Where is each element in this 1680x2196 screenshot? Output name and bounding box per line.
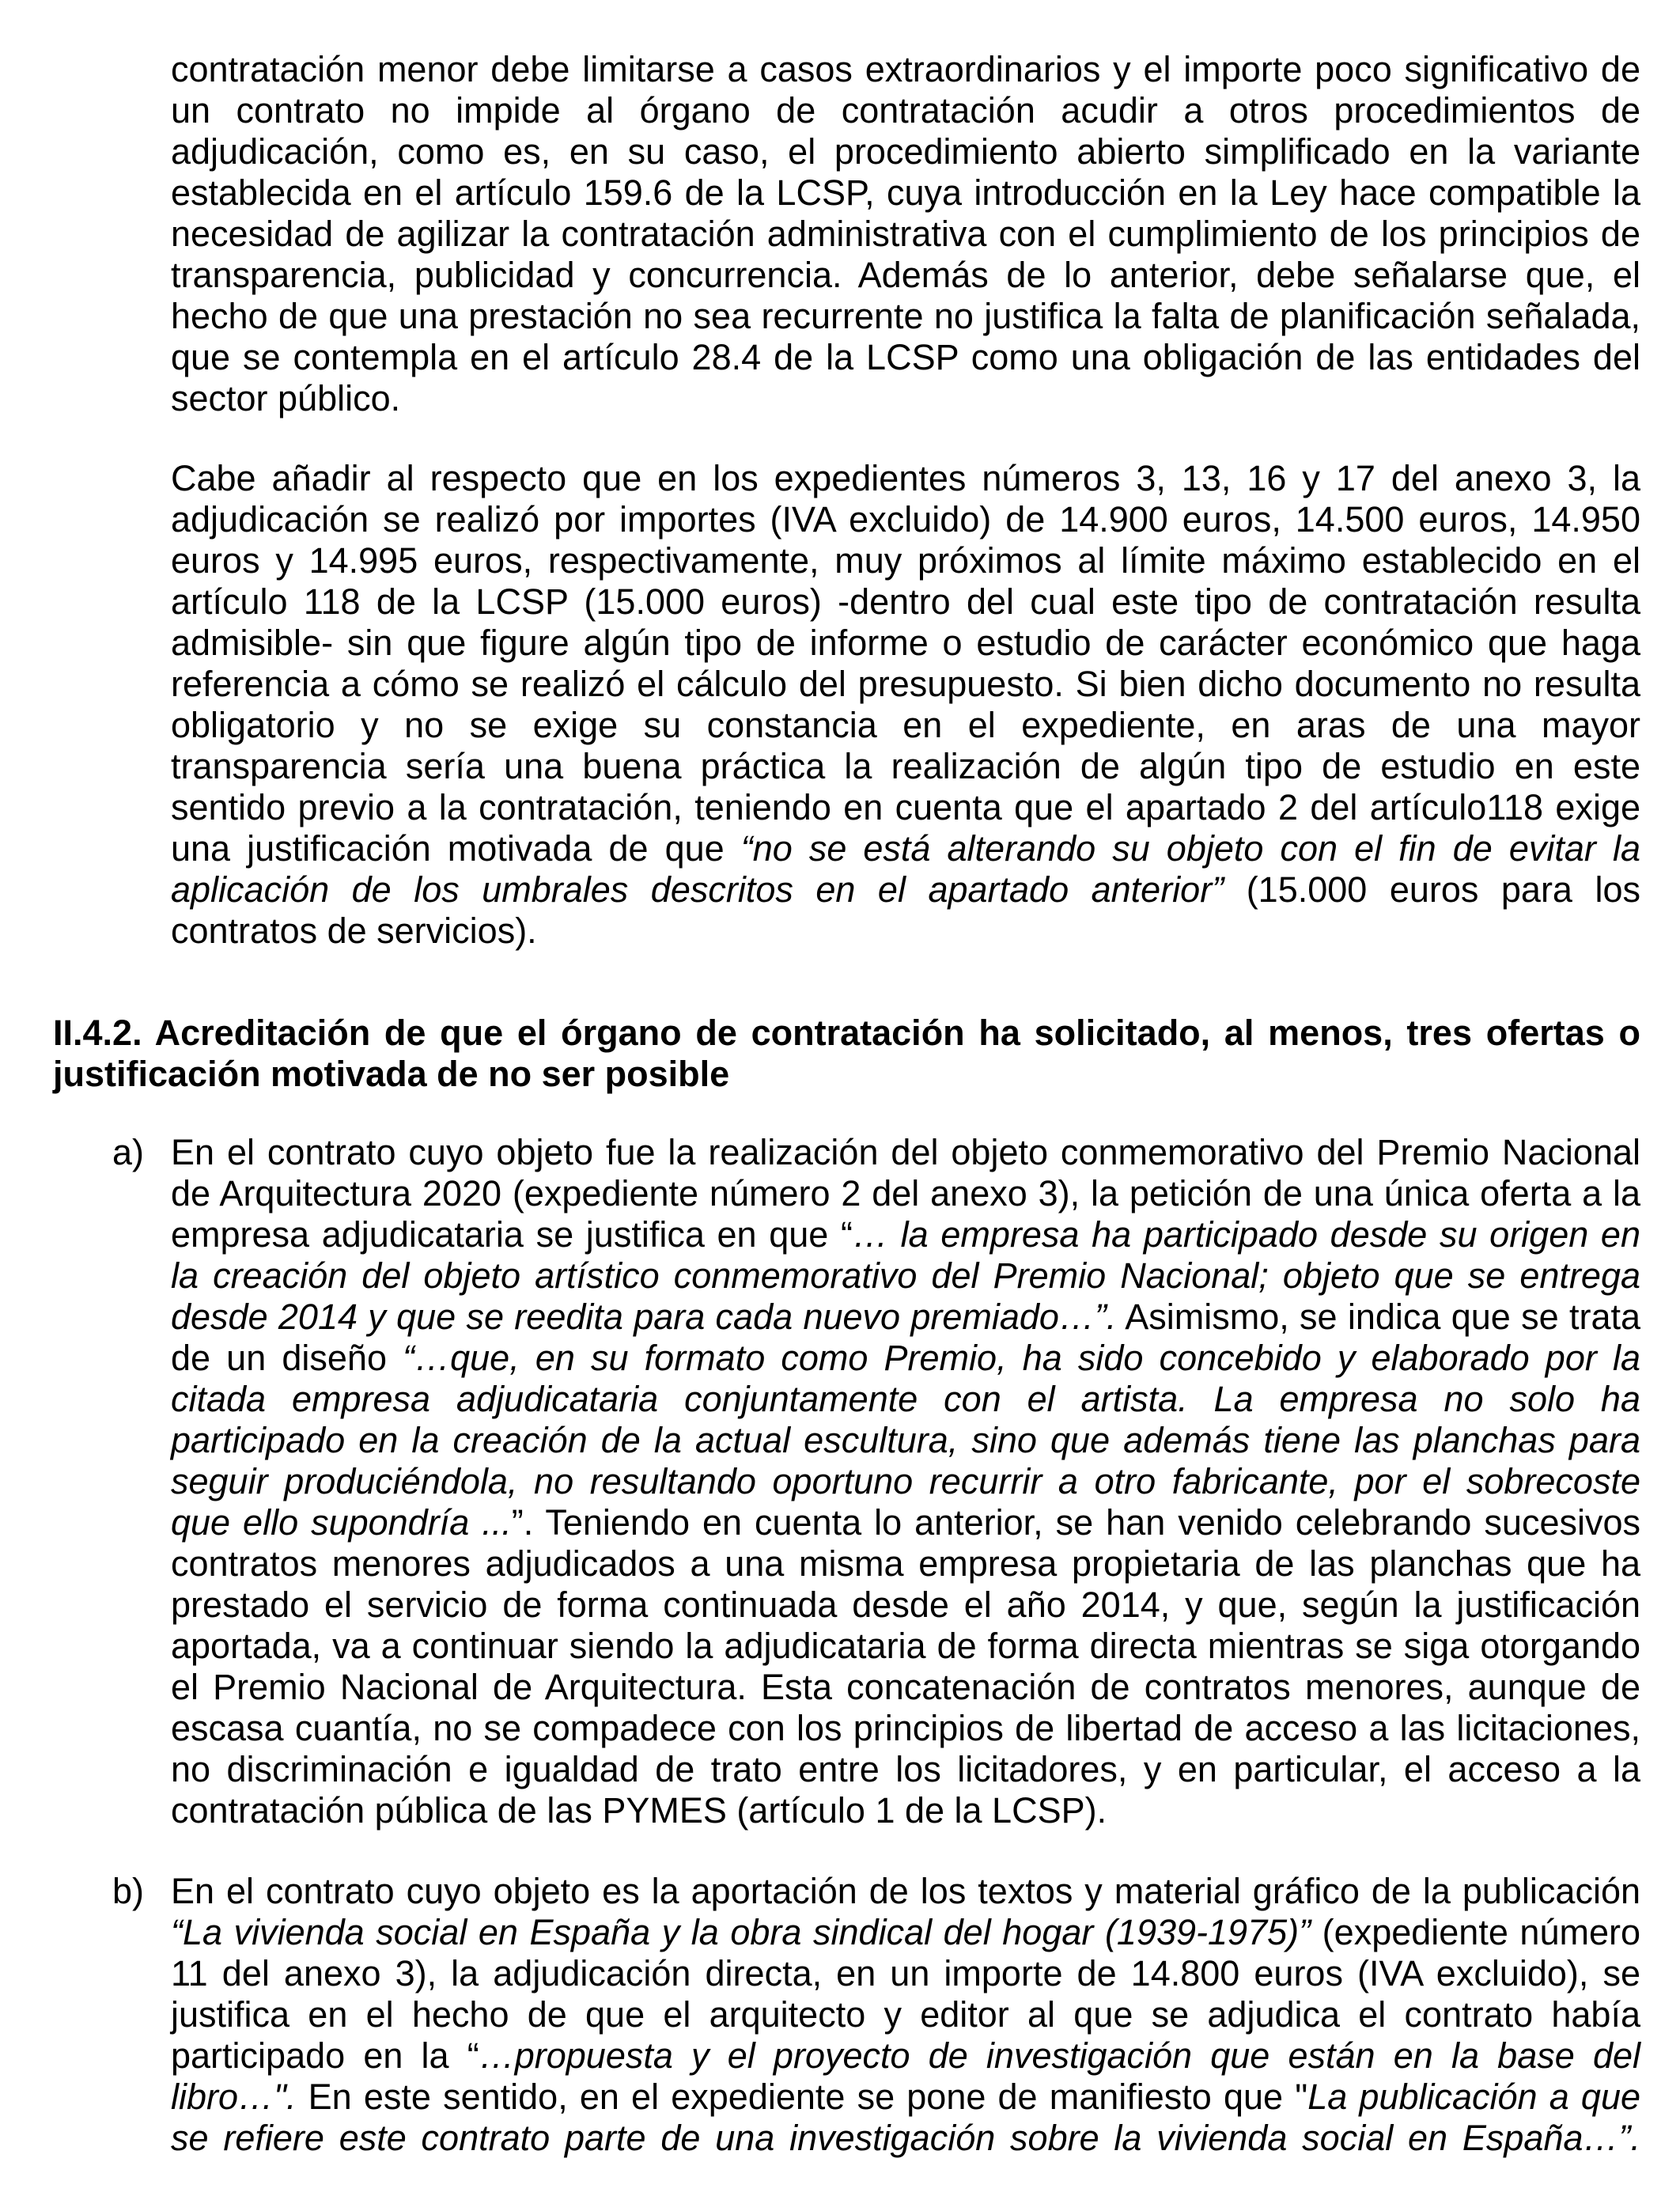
text-run: ”. Teniendo en cuenta lo anterior, se han venido celebrando sucesivos xyxy=(511,1502,1640,1543)
text-line: obligatorio y no se exige su constancia en el expediente, en aras de una mayor xyxy=(171,705,1640,745)
text-line: En el contrato cuyo objeto es la aportación de los textos y material gráfico de la publicación xyxy=(171,1871,1640,1911)
text-run: Asimismo, se indica que se trata xyxy=(1116,1297,1641,1337)
text-line: un contrato no impide al órgano de contratación acudir a otros procedimientos de xyxy=(171,90,1640,131)
italic-quote-run: desde 2014 y que se reedita para cada nuevo premiado…”. xyxy=(171,1297,1117,1337)
italic-quote-run: la creación del objeto artístico conmemorativo del Premio Nacional; objeto que se entrega xyxy=(171,1255,1640,1296)
text-line: II.4.2. Acreditación de que el órgano de contratación ha solicitado, al menos, tres ofertas o xyxy=(53,1013,1640,1053)
text-line: Cabe añadir al respecto que en los expedientes números 3, 13, 16 y 17 del anexo 3, la xyxy=(171,458,1640,498)
italic-quote-run: aplicación de los umbrales descritos en el apartado anterior” xyxy=(171,869,1224,910)
section-heading xyxy=(53,1013,1640,1095)
text-line: contratos menores adjudicados a una misma empresa propietaria de las planchas que ha xyxy=(171,1543,1640,1584)
text-line: aportada, va a continuar siendo la adjudicataria de forma directa mientras se siga otorgando xyxy=(171,1626,1640,1666)
text-line: no discriminación e igualdad de trato entre los licitadores, y en particular, el acceso a la xyxy=(171,1749,1640,1789)
text-line xyxy=(171,2077,1640,2118)
text-line: justificación motivada de no ser posible xyxy=(53,1054,730,1094)
text-line: establecida en el artículo 159.6 de la LCSP, cuya introducción en la Ley hace compatible la xyxy=(171,172,1640,213)
italic-quote-run: “…que, en su formato como Premio, ha sido concebido y elaborado por la xyxy=(403,1338,1640,1378)
text-run: (15.000 euros para los xyxy=(1224,869,1640,910)
italic-quote-run: citada empresa adjudicataria conjuntamente con el artista. La empresa no solo ha xyxy=(171,1379,1640,1419)
text-run: participado en la “ xyxy=(171,2035,479,2076)
list-label-b: b) xyxy=(112,1871,145,1911)
text-line xyxy=(171,869,1640,911)
text-line: prestado el servicio de forma continuada desde el año 2014, y que, según la justificación xyxy=(171,1585,1640,1625)
text-line xyxy=(171,1297,1640,1338)
text-line xyxy=(171,1502,1640,1543)
text-line xyxy=(171,1255,1640,1297)
text-line: contratación pública de las PYMES (artículo 1 de la LCSP). xyxy=(171,1790,1107,1831)
text-line xyxy=(171,1338,1640,1379)
text-run: de un diseño xyxy=(171,1338,403,1378)
text-line xyxy=(171,828,1640,869)
italic-quote-run: participado en la creación de la actual escultura, sino que además tiene las planchas para xyxy=(171,1420,1640,1460)
text-line xyxy=(171,1379,1640,1420)
text-line: hecho de que una prestación no sea recurrente no justifica la falta de planificación señalada, xyxy=(171,296,1640,336)
text-line: de Arquitectura 2020 (expediente número 2 del anexo 3), la petición de una única oferta a la xyxy=(171,1173,1640,1213)
text-line: euros y 14.995 euros, respectivamente, muy próximos al límite máximo establecido en el xyxy=(171,540,1640,581)
list-item-a xyxy=(171,1132,1640,1831)
italic-quote-run: …propuesta y el proyecto de investigación que están en la base del xyxy=(479,2035,1640,2076)
list-item-b xyxy=(171,1871,1640,2159)
text-line xyxy=(171,1420,1640,1461)
italic-quote-run: “no se está alterando su objeto con el fin de evitar la xyxy=(740,828,1640,869)
text-line xyxy=(171,2118,1640,2159)
text-line: escasa cuantía, no se compadece con los principios de libertad de acceso a las licitaciones, xyxy=(171,1708,1640,1748)
text-line: adjudicación se realizó por importes (IVA excluido) de 14.900 euros, 14.500 euros, 14.950 xyxy=(171,499,1640,540)
text-line: justifica en el hecho de que el arquitecto y editor al que se adjudica el contrato había xyxy=(171,1994,1640,2035)
italic-quote-run: “La vivienda social en España y la obra sindical del hogar (1939-1975)” xyxy=(171,1912,1311,1952)
text-line xyxy=(171,1214,1640,1255)
text-line: En el contrato cuyo objeto fue la realización del objeto conmemorativo del Premio Nacional xyxy=(171,1132,1640,1172)
text-line: artículo 118 de la LCSP (15.000 euros) -dentro del cual este tipo de contratación resulta xyxy=(171,581,1640,622)
text-line: que se contempla en el artículo 28.4 de la LCSP como una obligación de las entidades del xyxy=(171,337,1640,377)
text-line: necesidad de agilizar la contratación administrativa con el cumplimiento de los principios de xyxy=(171,214,1640,254)
paragraph-amounts xyxy=(171,458,1640,952)
text-line: transparencia sería una buena práctica la realización de algún tipo de estudio en este xyxy=(171,746,1640,786)
text-line: admisible- sin que figure algún tipo de informe o estudio de carácter económico que haga xyxy=(171,623,1640,663)
italic-quote-run: libro…". xyxy=(171,2077,297,2117)
paragraph-planning xyxy=(171,49,1640,419)
text-line: sector público. xyxy=(171,378,401,418)
text-line: sentido previo a la contratación, teniendo en cuenta que el apartado 2 del artículo118 exige xyxy=(171,787,1640,827)
italic-quote-run: se refiere este contrato parte de una investigación sobre la vivienda social en España…”. xyxy=(171,2118,1640,2158)
text-line xyxy=(171,1461,1640,1502)
text-line: 11 del anexo 3), la adjudicación directa, en un importe de 14.800 euros (IVA excluido), se xyxy=(171,1953,1640,1993)
text-run: empresa adjudicataria se justifica en que “ xyxy=(171,1214,853,1255)
text-run: una justificación motivada de que xyxy=(171,828,741,869)
text-line xyxy=(171,1912,1640,1953)
text-line: referencia a cómo se realizó el cálculo del presupuesto. Si bien dicho documento no resulta xyxy=(171,664,1640,704)
text-line: el Premio Nacional de Arquitectura. Esta concatenación de contratos menores, aunque de xyxy=(171,1667,1640,1707)
text-line: adjudicación, como es, en su caso, el procedimiento abierto simplificado en la variante xyxy=(171,131,1640,172)
italic-quote-run: seguir produciéndola, no resultando oportuno recurrir a otro fabricante, por el sobrecoste xyxy=(171,1461,1640,1501)
text-run: En este sentido, en el expediente se pone de manifiesto que " xyxy=(296,2077,1308,2117)
text-line xyxy=(171,2035,1640,2077)
text-line: transparencia, publicidad y concurrencia. Además de lo anterior, debe señalarse que, el xyxy=(171,255,1640,295)
italic-quote-run: La publicación a que xyxy=(1307,2077,1641,2117)
text-line: contratos de servicios). xyxy=(171,911,537,951)
text-line: contratación menor debe limitarse a casos extraordinarios y el importe poco significativo de xyxy=(171,49,1640,89)
list-label-a: a) xyxy=(112,1132,145,1172)
text-run: (expediente número xyxy=(1311,1912,1641,1952)
italic-quote-run: que ello supondría ... xyxy=(171,1502,512,1543)
italic-quote-run: … la empresa ha participado desde su origen en xyxy=(853,1214,1640,1255)
